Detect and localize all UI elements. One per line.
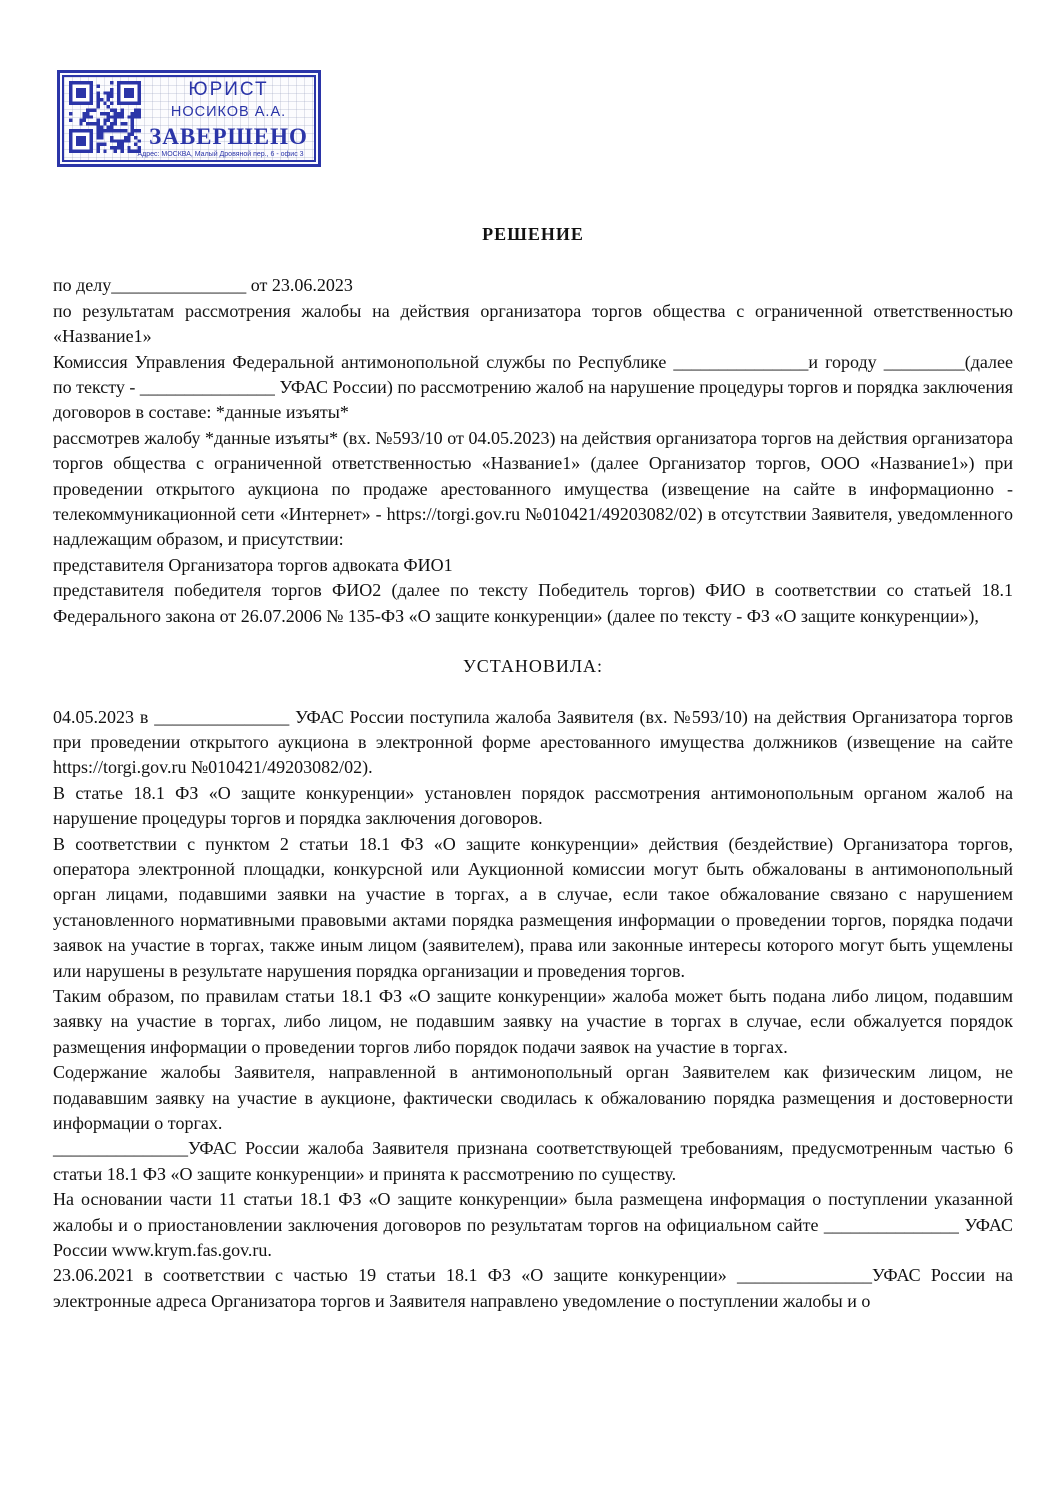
intro-paragraph: представителя победителя торгов ФИО2 (далее по тексту Победитель торгов) ФИО в соответствии со статьей 18.1 Федерального закона от 26.07.2006 № 135-ФЗ «О защите конкуренции» (далее по тексту - ФЗ «О защите конкуренции»), — [53, 580, 1013, 626]
qr-code — [64, 77, 143, 160]
body-paragraph: Содержание жалобы Заявителя, направленной в антимонопольный орган Заявителем как физическим лицом, не подававшим заявку на участие в аукционе, фактически сводилась к обжалованию порядка размещения и достоверности информации о торгах. — [53, 1062, 1013, 1133]
intro-paragraph: рассмотрев жалобу *данные изъяты* (вх. №593/10 от 04.05.2023) на действия организатора торгов на действия организатора торгов общества с ограниченной ответственностью «Название1» (далее Организатор торгов, ООО «Название1») при проведении открытого аукциона по продаже арестованного имущества (извещение на сайте в информационно - телекоммуникационной сети «Интернет» - https://torgi.gov.ru №010421/49203082/02) в отсутствии Заявителя, уведомленного надлежащим образом, и присутствии: — [53, 427, 1013, 550]
approval-stamp-inner — [62, 75, 316, 162]
body-paragraph: Таким образом, по правилам статьи 18.1 ФЗ «О защите конкуренции» жалоба может быть подана либо лицом, подавшим заявку на участие в торгах, либо лицом, не подавшим заявку на участие в торгах в случае, если обжалуется порядок размещения информации о проведении торгов либо порядок подачи заявок на участие в торгах. — [53, 985, 1013, 1057]
document-title: РЕШЕНИЕ — [482, 224, 584, 244]
case-number-line: по делу_______________ от 23.06.2023 — [53, 275, 353, 296]
approval-stamp — [57, 70, 321, 167]
body-paragraph: На основании части 11 статьи 18.1 ФЗ «О защите конкуренции» была размещена информация о поступлении указанной жалобы и о приостановлении заключения договоров по результатам торгов на официальном сайте _______________ УФАС России www.krym.fas.gov.ru. — [53, 1189, 1013, 1261]
intro-paragraph: Комиссия Управления Федеральной антимонопольной службы по Республике _______________и городу _________(далее по тексту - _______________ УФАС России) по рассмотрению жалоб на нарушение процедуры торгов и порядка заключения договоров в составе: *данные изъяты* — [53, 351, 1013, 423]
body-paragraph: В соответствии с пунктом 2 статьи 18.1 ФЗ «О защите конкуренции» действия (бездействие) Организатора торгов, оператора электронной площадки, конкурсной или Аукционной комиссии могут быть обжалованы в антимонопольный орган лицами, подавшими заявки на участие в торгах, а в случае, если такое обжалование связано с нарушением установленного нормативными правовыми актами порядка размещения информации о проведении торгов, порядка подачи заявок на участие в торгах, также иным лицом (заявителем), права или законные интересы которого могут быть ущемлены или нарушены в результате нарушения порядка организации и проведения торгов. — [53, 833, 1013, 981]
body-paragraph: В статье 18.1 ФЗ «О защите конкуренции» установлен порядок рассмотрения антимонопольным органом жалоб на нарушение процедуры торгов и порядка заключения договоров. — [53, 782, 1013, 829]
intro-paragraph: представителя Организатора торгов адвоката ФИО1 — [53, 554, 453, 575]
body-paragraph: 04.05.2023 в _______________ УФАС России поступила жалоба Заявителя (вх. №593/10) на действия Организатора торгов при проведении открытого аукциона в электронной форме арестованного имущества должников (извещение на сайте https://torgi.gov.ru №010421/49203082/02). — [53, 706, 1013, 778]
section-heading: УСТАНОВИЛА: — [462, 656, 604, 677]
body-paragraph: 23.06.2021 в соответствии с частью 19 статьи 18.1 ФЗ «О защите конкуренции» _______________УФАС России на электронные адреса Организатора торгов и Заявителя направлено уведомление о поступлении жалобы и о — [53, 1265, 1013, 1311]
stamp-text — [137, 77, 314, 160]
stamp-address-label: Адрес: МОСКВА, Малый Дровяной пер., 6 - офис 3 — [137, 151, 304, 159]
intro-paragraph: по результатам рассмотрения жалобы на действия организатора торгов общества с ограниченной ответственностью «Название1» — [53, 300, 1013, 347]
document-body — [53, 222, 1013, 1314]
stamp-role-label: ЮРИСТ — [188, 79, 269, 100]
stamp-name-label: НОСИКОВ А.А. — [170, 103, 287, 120]
body-paragraph: _______________УФАС России жалоба Заявителя признана соответствующей требованиям, предусмотренным частью 6 статьи 18.1 ФЗ «О защите конкуренции» и принята к рассмотрению по существу. — [53, 1138, 1013, 1184]
stamp-status-label: ЗАВЕРШЕНО — [149, 123, 308, 149]
